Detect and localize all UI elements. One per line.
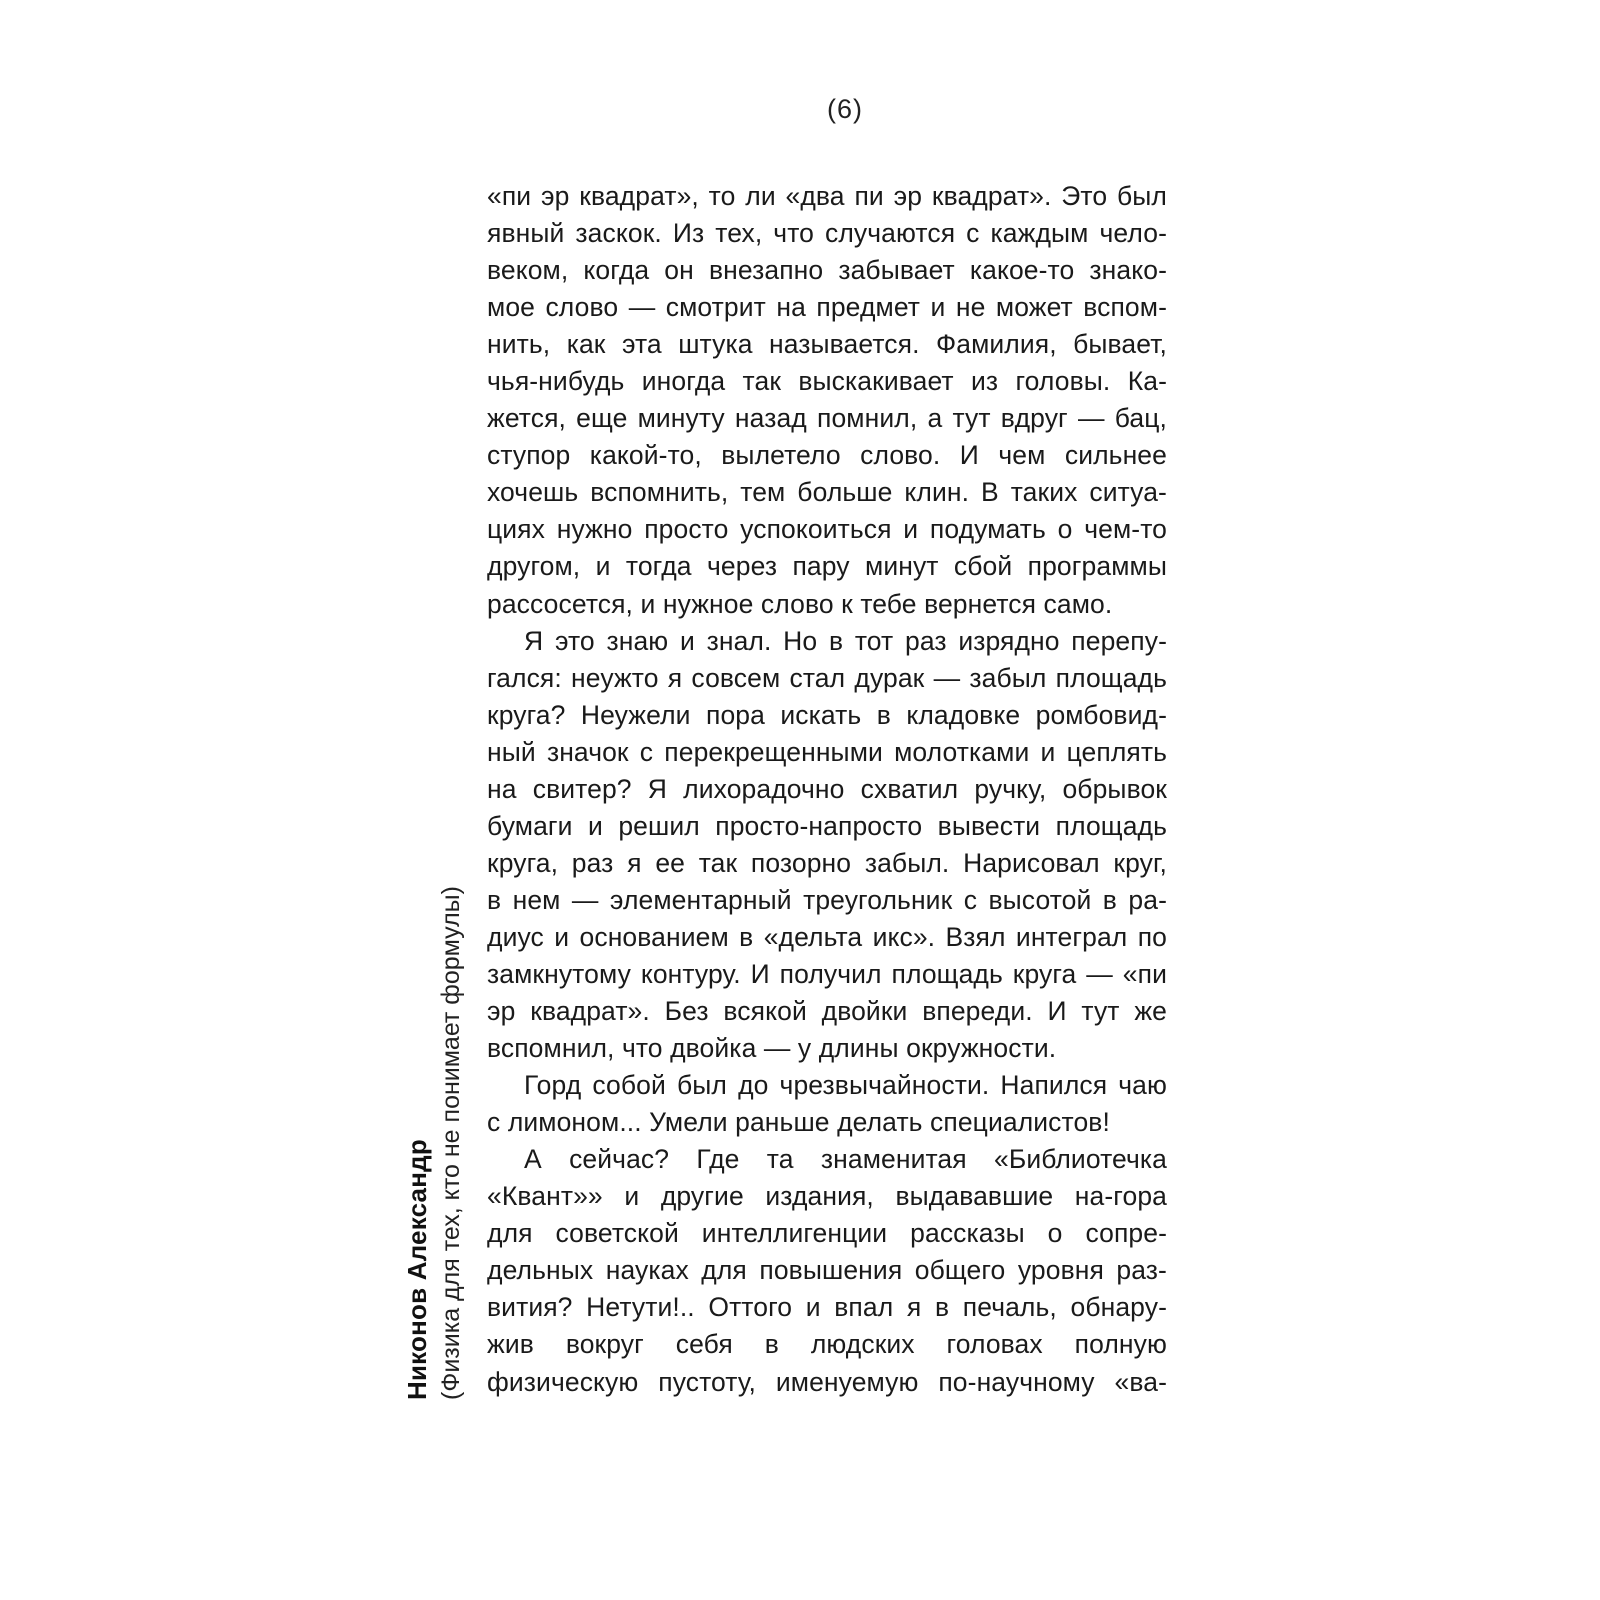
text-line: другом, и тогда через пару минут сбой программы xyxy=(487,551,1167,582)
text-line: круга, раз я ее так позорно забыл. Нарисовал круг, xyxy=(487,847,1167,878)
text-line: нить, как эта штука называется. Фамилия, бывает, xyxy=(487,329,1167,360)
body-text xyxy=(487,178,1167,1401)
text-line: чья-нибудь иногда так выскакивает из головы. Ка- xyxy=(487,366,1167,397)
text-line: вспомнил, что двойка — у длины окружности. xyxy=(487,1033,1057,1064)
text-line: «Квант»» и другие издания, выдававшие на-гора xyxy=(487,1181,1167,1212)
text-line: «пи эр квадрат», то ли «два пи эр квадрат». Это был xyxy=(487,181,1167,211)
text-line: эр квадрат». Без всякой двойки впереди. И тут же xyxy=(487,996,1167,1027)
running-head-subtitle: (Физика для тех, кто не понимает формулы) xyxy=(437,886,465,1400)
text-line: диус и основанием в «дельта икс». Взял интеграл по xyxy=(487,921,1167,952)
running-head-author: Никонов Александр xyxy=(402,1139,432,1400)
text-line: жется, еще минуту назад помнил, а тут вдруг — бац, xyxy=(487,403,1167,434)
text-line: явный заскок. Из тех, что случаются с каждым чело- xyxy=(487,218,1167,249)
text-line: бумаги и решил просто-напросто вывести площадь xyxy=(487,810,1167,841)
text-line: круга? Неужели пора искать в кладовке ромбовид- xyxy=(487,699,1167,730)
text-line: Я это знаю и знал. Но в тот раз изрядно перепу- xyxy=(524,625,1167,656)
running-head xyxy=(400,840,472,1400)
text-line: дельных науках для повышения общего уровня раз- xyxy=(487,1255,1167,1286)
text-line: гался: неужто я совсем стал дурак — забыл площадь xyxy=(487,662,1167,693)
text-line: в нем — элементарный треугольник с высотой в ра- xyxy=(487,884,1167,915)
text-line: циях нужно просто успокоиться и подумать о чем-то xyxy=(487,514,1167,545)
text-line: мое слово — смотрит на предмет и не может вспом- xyxy=(487,292,1167,323)
text-line: вития? Нетути!.. Оттого и впал я в печаль, обнару- xyxy=(487,1292,1167,1323)
text-line: ступор какой-то, вылетело слово. И чем сильнее xyxy=(487,440,1167,471)
text-line: хочешь вспомнить, тем больше клин. В таких ситуа- xyxy=(487,477,1167,508)
text-line: физическую пустоту, именуемую по-научному «ва- xyxy=(487,1366,1167,1397)
text-line: на свитер? Я лихорадочно схватил ручку, обрывок xyxy=(487,773,1167,804)
text-line: для советской интеллигенции рассказы о сопре- xyxy=(487,1218,1167,1249)
text-line: замкнутому контуру. И получил площадь круга — «пи xyxy=(487,958,1167,989)
text-line: с лимоном... Умели раньше делать специалистов! xyxy=(487,1107,1110,1138)
text-line: Горд собой был до чрезвычайности. Напился чаю xyxy=(524,1070,1167,1101)
text-line: рассосется, и нужное слово к тебе вернется само. xyxy=(487,588,1113,619)
text-line: веком, когда он внезапно забывает какое-то знако- xyxy=(487,255,1167,286)
page-number: (6) xyxy=(827,94,863,124)
text-line: ный значок с перекрещенными молотками и цеплять xyxy=(487,736,1167,767)
text-line: жив вокруг себя в людских головах полную xyxy=(487,1329,1167,1360)
text-line: А сейчас? Где та знаменитая «Библиотечка xyxy=(524,1144,1167,1175)
